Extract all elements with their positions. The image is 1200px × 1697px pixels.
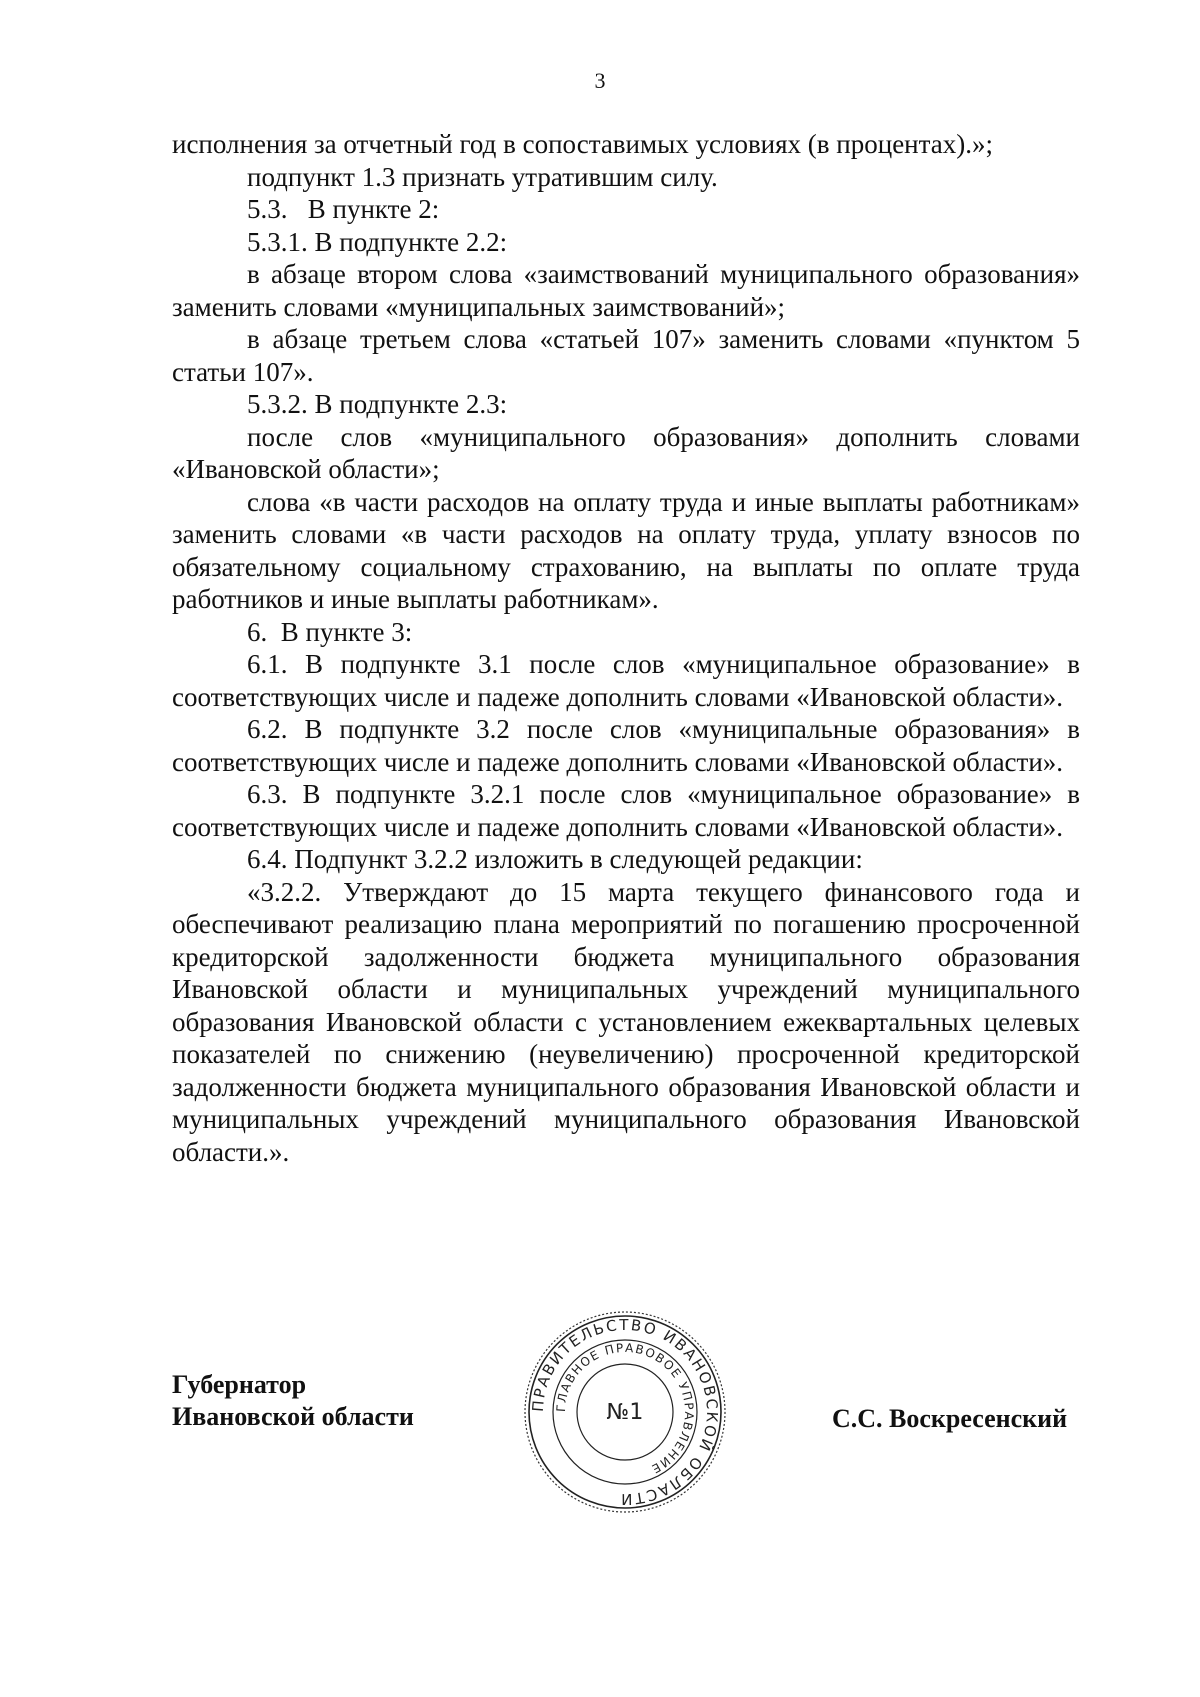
paragraph: после слов «муниципального образования» дополнить словами «Ивановской области»;	[172, 421, 1080, 484]
seal-inner-text: ГЛАВНОЕ ПРАВОВОЕ УПРАВЛЕНИЕ	[553, 1340, 697, 1477]
paragraph: 5.3. В пункте 2:	[247, 194, 440, 224]
seal-outer-text: ПРАВИТЕЛЬСТВО ИВАНОВСКОЙ ОБЛАСТИ	[528, 1315, 722, 1509]
page-number: 3	[594, 68, 606, 93]
paragraph: в абзаце третьем слова «статьей 107» заменить словами «пунктом 5 статьи 107».	[172, 324, 1080, 387]
signatory-position	[172, 1369, 414, 1433]
paragraph: 5.3.2. В подпункте 2.3:	[247, 389, 508, 419]
seal-number: №1	[606, 1400, 644, 1425]
paragraph: 6.2. В подпункте 3.2 после слов «муниципальные образования» в соответствующих числе и падеже дополнить словами «Ивановской области».	[172, 714, 1080, 777]
paragraph: «3.2.2. Утверждают до 15 марта текущего финансового года и обеспечивают реализацию плана мероприятий по погашению просроченной кредиторской задолженности бюджета муниципального образования Ивановской области и муниципальных учреждений муниципального образования Ивановской области с установлением ежеквартальных целевых показателей по снижению (неувеличению) просроченной кредиторской задолженности бюджета муниципального образования Ивановской области и муниципальных учреждений муниципального образования Ивановской области.».	[172, 876, 1080, 1167]
signatory-position-line1: Губернатор	[172, 1370, 307, 1399]
paragraph: 6. В пункте 3:	[247, 616, 413, 647]
paragraph: 6.4. Подпункт 3.2.2 изложить в следующей редакции:	[247, 844, 863, 874]
signatory-name: С.С. Воскресенский	[832, 1404, 1068, 1433]
paragraph: слова «в части расходов на оплату труда и иные выплаты работникам» заменить словами «в части расходов на оплату труда, уплату взносов по обязательному социальному страхованию, на выплаты по оплате труда работников и иные выплаты работникам».	[172, 486, 1080, 614]
paragraph: исполнения за отчетный год в сопоставимых условиях (в процентах).»;	[172, 129, 993, 159]
signatory-position-line2: Ивановской области	[172, 1402, 414, 1431]
document-body	[172, 128, 1080, 1168]
paragraph: в абзаце втором слова «заимствований муниципального образования» заменить словами «муниципальных заимствований»;	[172, 259, 1080, 322]
paragraph: 5.3.1. В подпункте 2.2:	[247, 226, 508, 257]
paragraph: подпункт 1.3 признать утратившим силу.	[247, 161, 718, 192]
official-seal	[520, 1307, 730, 1517]
paragraph: 6.3. В подпункте 3.2.1 после слов «муниципальное образование» в соответствующих числе и падеже дополнить словами «Ивановской области».	[172, 779, 1080, 842]
paragraph: 6.1. В подпункте 3.1 после слов «муниципальное образование» в соответствующих числе и падеже дополнить словами «Ивановской области».	[172, 649, 1080, 712]
